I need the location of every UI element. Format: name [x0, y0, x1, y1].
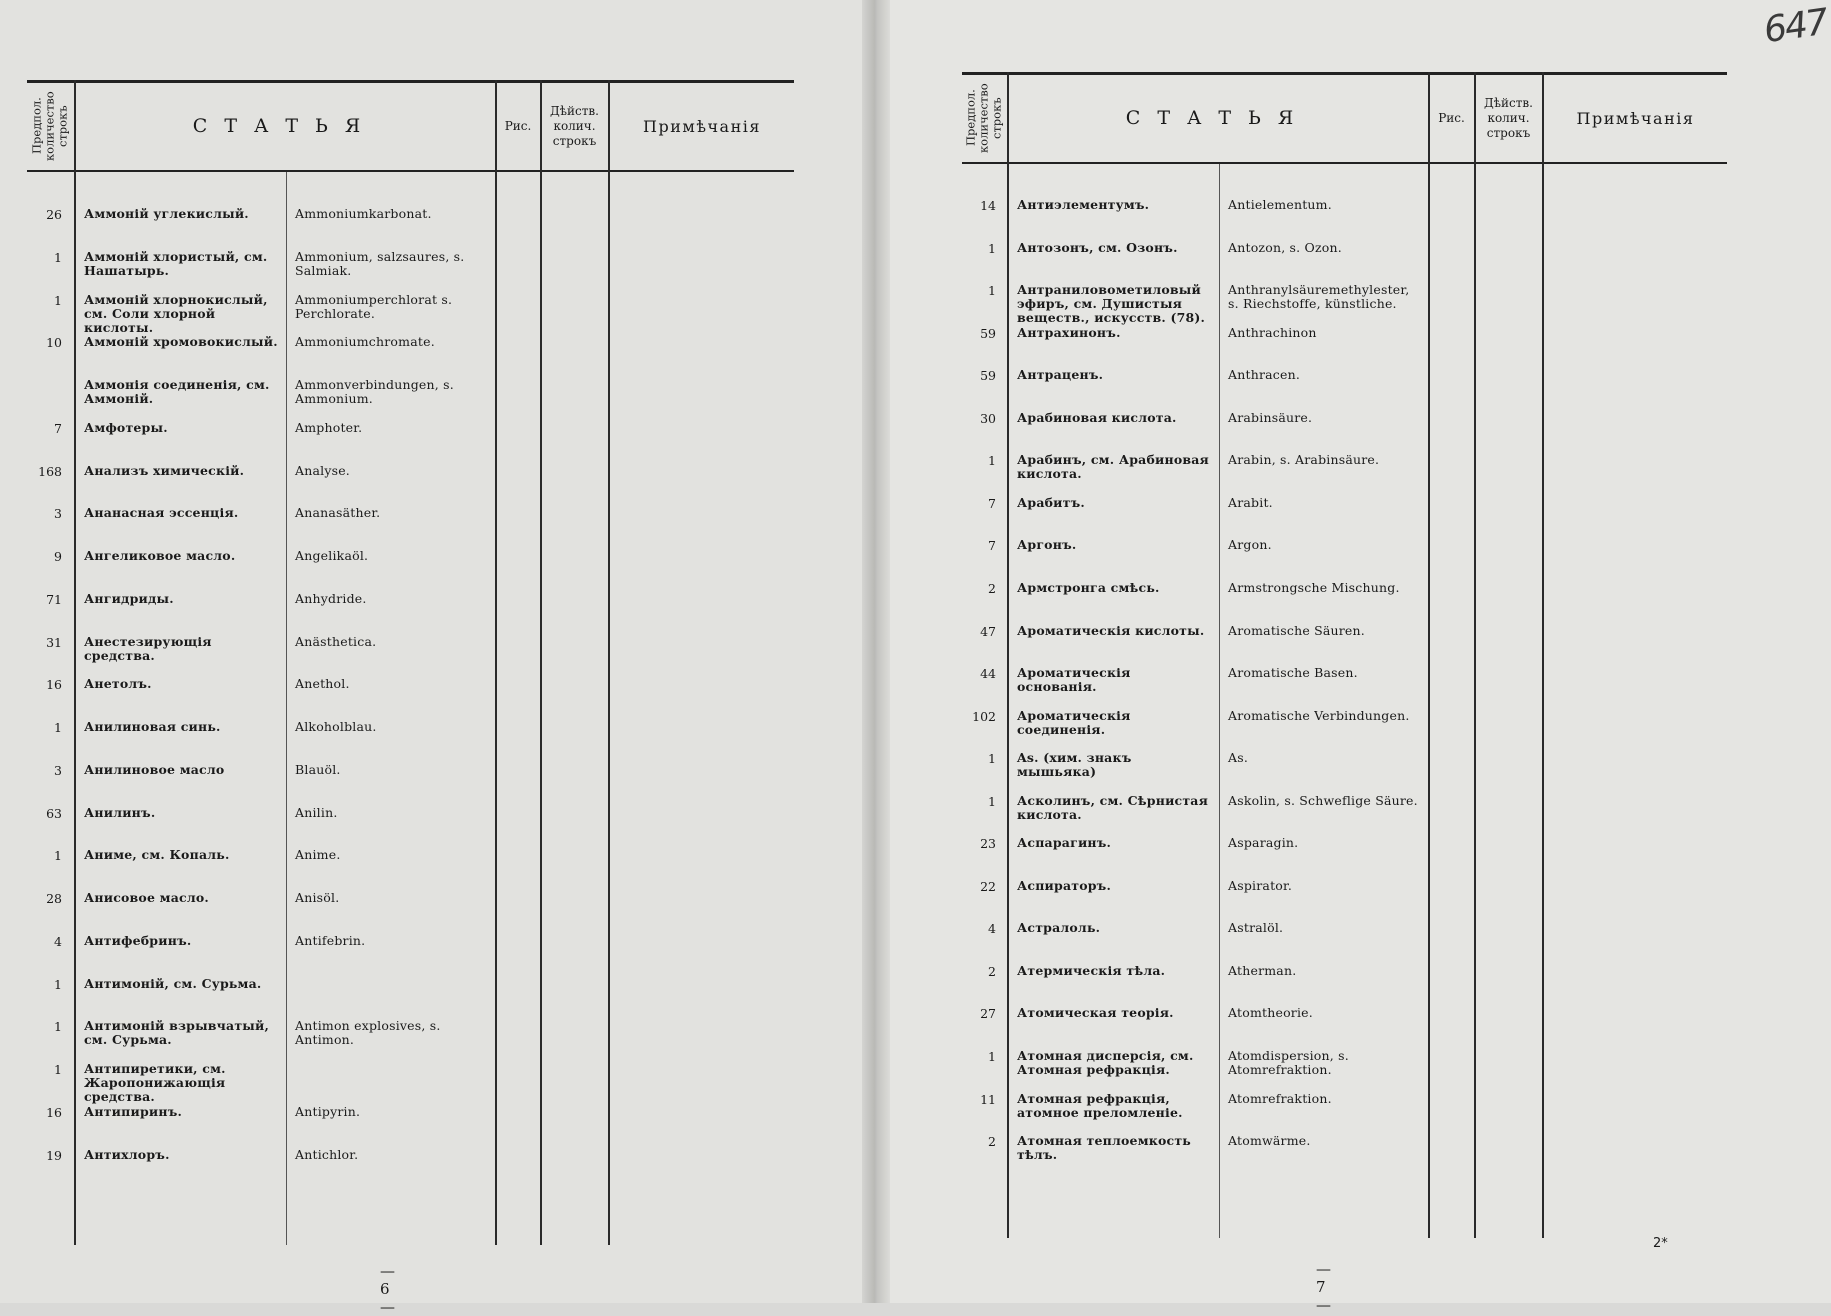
column-divider — [1428, 72, 1430, 1238]
entry-german: Antipyrin. — [295, 1103, 361, 1119]
count-header: Предпол. количество строкъ — [963, 83, 1004, 153]
planned-line-count: 1 — [54, 1019, 62, 1035]
entry-german: Anethol. — [295, 676, 350, 692]
planned-line-count: 1 — [988, 453, 996, 469]
entry-german: Anisöl. — [295, 890, 340, 905]
entry-russian: Антрахинонъ. — [1017, 324, 1121, 340]
entry-german: Anthrachinon — [1228, 324, 1317, 340]
planned-line-count: 16 — [46, 1104, 62, 1120]
entry-russian: Ангеликовое масло. — [84, 548, 236, 563]
entry-russian: Атомная теплоемкость тѣлъ. — [1017, 1133, 1191, 1163]
entry-german: Argon. — [1228, 537, 1272, 553]
planned-line-count: 1 — [988, 793, 996, 809]
planned-line-count: 22 — [980, 878, 996, 894]
entry-russian: Арабиновая кислота. — [1017, 409, 1177, 425]
entry-russian: Антиэлементумъ. — [1017, 197, 1150, 212]
planned-line-count: 168 — [38, 463, 62, 479]
planned-line-count: 71 — [46, 591, 62, 607]
planned-line-count: 47 — [980, 623, 996, 639]
planned-line-count: 3 — [54, 506, 62, 522]
planned-line-count: 59 — [980, 368, 996, 384]
entry-german: Alkoholblau. — [295, 719, 377, 734]
planned-line-count: 23 — [980, 836, 996, 852]
entry-russian: Ангидриды. — [84, 590, 174, 606]
entry-russian: Астралоль. — [1017, 920, 1101, 936]
entry-german: Aromatische Basen. — [1228, 665, 1358, 681]
planned-line-count: 11 — [980, 1091, 996, 1107]
entry-german: Asparagin. — [1228, 835, 1299, 851]
header-rule — [27, 170, 794, 172]
planned-line-count: 27 — [980, 1006, 996, 1022]
entry-russian: Антраниловометиловый эфиръ, см. Душистыя веществ., искусств. (78). — [1017, 282, 1206, 326]
entry-german: Angelikaöl. — [295, 548, 369, 563]
planned-line-count: 3 — [54, 762, 62, 778]
entry-russian: Ароматическія кислоты. — [1017, 622, 1205, 638]
planned-line-count: 1 — [988, 1049, 996, 1064]
entry-german: Atomrefraktion. — [1228, 1090, 1332, 1106]
entry-german: Anästhetica. — [295, 633, 377, 649]
entry-russian: Антипиретики, см. Жаропонижающія средства. — [84, 1061, 226, 1104]
entry-german: Ammoniumkarbonat. — [295, 206, 432, 221]
column-divider — [1542, 72, 1544, 1238]
planned-line-count: 14 — [980, 198, 996, 213]
planned-line-count: 1 — [54, 249, 62, 265]
entry-german: Amphoter. — [295, 419, 363, 435]
entry-german: Analyse. — [295, 462, 350, 478]
signature-mark: 2* — [1653, 1236, 1668, 1251]
entry-german: Atomwärme. — [1228, 1133, 1311, 1149]
entry-german: Ammoniumperchlorat s. Perchlorate. — [295, 291, 453, 321]
page-number: — 6 — — [380, 1262, 395, 1316]
entry-russian: Аспарагинъ. — [1017, 835, 1112, 851]
planned-line-count: 2 — [988, 1134, 996, 1150]
entry-german: Anime. — [295, 847, 341, 863]
count-header: Предпол. количество строкъ — [29, 91, 70, 161]
entry-german: Aromatische Verbindungen. — [1228, 707, 1410, 723]
book-gutter — [862, 0, 890, 1303]
entry-russian: As. (хим. знакъ мышьяка) — [1017, 750, 1132, 780]
entry-german: Anthranylsäuremethylester, s. Riechstoffe, künstliche. — [1228, 282, 1410, 312]
entry-russian: Ароматическія соединенія. — [1017, 707, 1131, 737]
planned-line-count: 7 — [988, 538, 996, 554]
entry-german: Ananasäther. — [295, 505, 381, 521]
page-number: — 7 — — [1316, 1260, 1331, 1314]
entry-russian: Антифебринъ. — [84, 932, 192, 948]
notes-header: Примѣчанія — [643, 116, 761, 136]
planned-line-count: 1 — [54, 976, 62, 992]
planned-line-count: 1 — [54, 848, 62, 864]
top-rule — [27, 80, 794, 83]
planned-line-count: 1 — [54, 1062, 62, 1077]
entry-german: Ammonium, salzsaures, s. Salmiak. — [295, 248, 465, 278]
entry-german: Anilin. — [295, 804, 338, 820]
entry-russian: Аммоній хромовокислый. — [84, 334, 278, 350]
planned-line-count: 4 — [54, 933, 62, 949]
entry-russian: Анализъ химическій. — [84, 462, 245, 478]
article-header: СТАТЬЯ — [192, 115, 378, 137]
header-rule — [962, 162, 1727, 164]
entry-german: Astralöl. — [1228, 920, 1284, 936]
entry-russian: Арабинъ, см. Арабиновая кислота. — [1017, 452, 1209, 482]
entry-german: Aromatische Säuren. — [1228, 622, 1365, 638]
planned-line-count: 1 — [54, 292, 62, 308]
top-rule — [962, 72, 1727, 75]
actual-count-header: Дѣйств. колич. строкъ — [1484, 95, 1533, 140]
handwritten-page-number: 647 — [1761, 1, 1830, 52]
entry-russian: Антимоній, см. Сурьма. — [84, 975, 262, 991]
entry-russian: Аргонъ. — [1017, 537, 1077, 553]
entry-russian: Аммоній углекислый. — [84, 206, 249, 221]
entry-german: Atherman. — [1228, 962, 1297, 978]
planned-line-count: 2 — [988, 963, 996, 979]
planned-line-count: 44 — [980, 666, 996, 682]
column-divider — [1219, 164, 1220, 1238]
planned-line-count: 2 — [988, 580, 996, 596]
entry-russian: Амфотеры. — [84, 419, 168, 435]
planned-line-count: 16 — [46, 677, 62, 693]
planned-line-count: 4 — [988, 921, 996, 937]
figure-header: Рис. — [1438, 110, 1465, 125]
article-header: СТАТЬЯ — [1125, 107, 1311, 129]
entry-german: Antichlor. — [295, 1146, 359, 1162]
entry-german: Anhydride. — [295, 590, 367, 606]
entry-german: Antimon explosives, s. Antimon. — [295, 1018, 441, 1048]
planned-line-count: 7 — [54, 420, 62, 436]
entry-russian: Анисовое масло. — [84, 890, 209, 905]
entry-german: Arabinsäure. — [1228, 409, 1313, 425]
entry-russian: Антипиринъ. — [84, 1103, 183, 1119]
planned-line-count: 30 — [980, 410, 996, 426]
entry-russian: Атомная рефракція, атомное преломленіе. — [1017, 1090, 1183, 1120]
planned-line-count: 9 — [54, 549, 62, 564]
figure-header: Рис. — [504, 118, 532, 133]
planned-line-count: 31 — [46, 634, 62, 650]
entry-russian: Ароматическія основанія. — [1017, 665, 1131, 695]
entry-russian: Асколинъ, см. Сѣрнистая кислота. — [1017, 792, 1209, 822]
planned-line-count: 10 — [46, 335, 62, 351]
entry-russian: Антраценъ. — [1017, 367, 1104, 383]
entry-russian: Антозонъ, см. Озонъ. — [1017, 239, 1178, 255]
entry-russian: Анестезирующія средства. — [84, 633, 212, 663]
entry-german: Blauöl. — [295, 761, 341, 777]
planned-line-count: 63 — [46, 805, 62, 821]
entry-german: Atomtheorie. — [1228, 1005, 1313, 1021]
entry-german: Arabin, s. Arabinsäure. — [1228, 452, 1380, 468]
planned-line-count: 7 — [988, 495, 996, 511]
planned-line-count: 28 — [46, 891, 62, 906]
planned-line-count: 19 — [46, 1147, 62, 1163]
entry-german: Anthracen. — [1228, 367, 1301, 383]
entry-german: Aspirator. — [1228, 877, 1292, 893]
entry-german: Antifebrin. — [295, 932, 366, 948]
entry-russian: Атермическія тѣла. — [1017, 962, 1166, 978]
entry-russian: Аммоній хлористый, см. Нашатырь. — [84, 248, 268, 278]
entry-german: Atomdispersion, s. Atomrefraktion. — [1228, 1048, 1349, 1077]
entry-russian: Атомическая теорія. — [1017, 1005, 1174, 1021]
entry-russian: Арабитъ. — [1017, 494, 1085, 510]
entry-russian: Анилинъ. — [84, 804, 156, 820]
planned-line-count: 1 — [54, 720, 62, 735]
planned-line-count: 1 — [988, 283, 996, 299]
entry-german: Ammoniumchromate. — [295, 334, 435, 350]
entry-german: Antielementum. — [1228, 197, 1332, 212]
entry-german: Askolin, s. Schweflige Säure. — [1228, 792, 1418, 808]
entry-russian: Аммоній хлорнокислый, см. Соли хлорной кислоты. — [84, 291, 268, 335]
entry-russian: Антихлоръ. — [84, 1146, 170, 1162]
entry-russian: Анилиновое масло — [84, 761, 225, 777]
column-divider — [1007, 72, 1009, 1238]
entry-russian: Анилиновая синь. — [84, 719, 221, 734]
entry-german: Ammonverbindungen, s. Ammonium. — [295, 377, 454, 406]
entry-german: Arabit. — [1228, 494, 1273, 510]
entry-russian: Аспираторъ. — [1017, 877, 1112, 893]
entry-german: As. — [1228, 750, 1249, 766]
notes-header: Примѣчанія — [1576, 108, 1695, 128]
actual-count-header: Дѣйств. колич. строкъ — [550, 103, 599, 148]
planned-line-count: 59 — [980, 325, 996, 341]
planned-line-count: 102 — [972, 708, 996, 724]
planned-line-count: 1 — [988, 240, 996, 256]
entry-russian: Ананасная эссенція. — [84, 505, 239, 521]
entry-russian: Атомная дисперсія, см. Атомная рефракція. — [1017, 1048, 1194, 1077]
planned-line-count: 1 — [988, 751, 996, 767]
entry-german: Armstrongsche Mischung. — [1228, 579, 1400, 595]
planned-line-count: 26 — [46, 207, 62, 222]
column-divider — [1474, 72, 1476, 1238]
entry-russian: Анетолъ. — [84, 676, 152, 692]
entry-german: Antozon, s. Ozon. — [1228, 239, 1342, 255]
entry-russian: Армстронга смѣсь. — [1017, 579, 1160, 595]
entry-russian: Антимоній взрывчатый, см. Сурьма. — [84, 1018, 270, 1048]
entry-russian: Аммонія соединенія, см. Аммоній. — [84, 377, 270, 406]
entry-russian: Аниме, см. Копаль. — [84, 847, 230, 863]
